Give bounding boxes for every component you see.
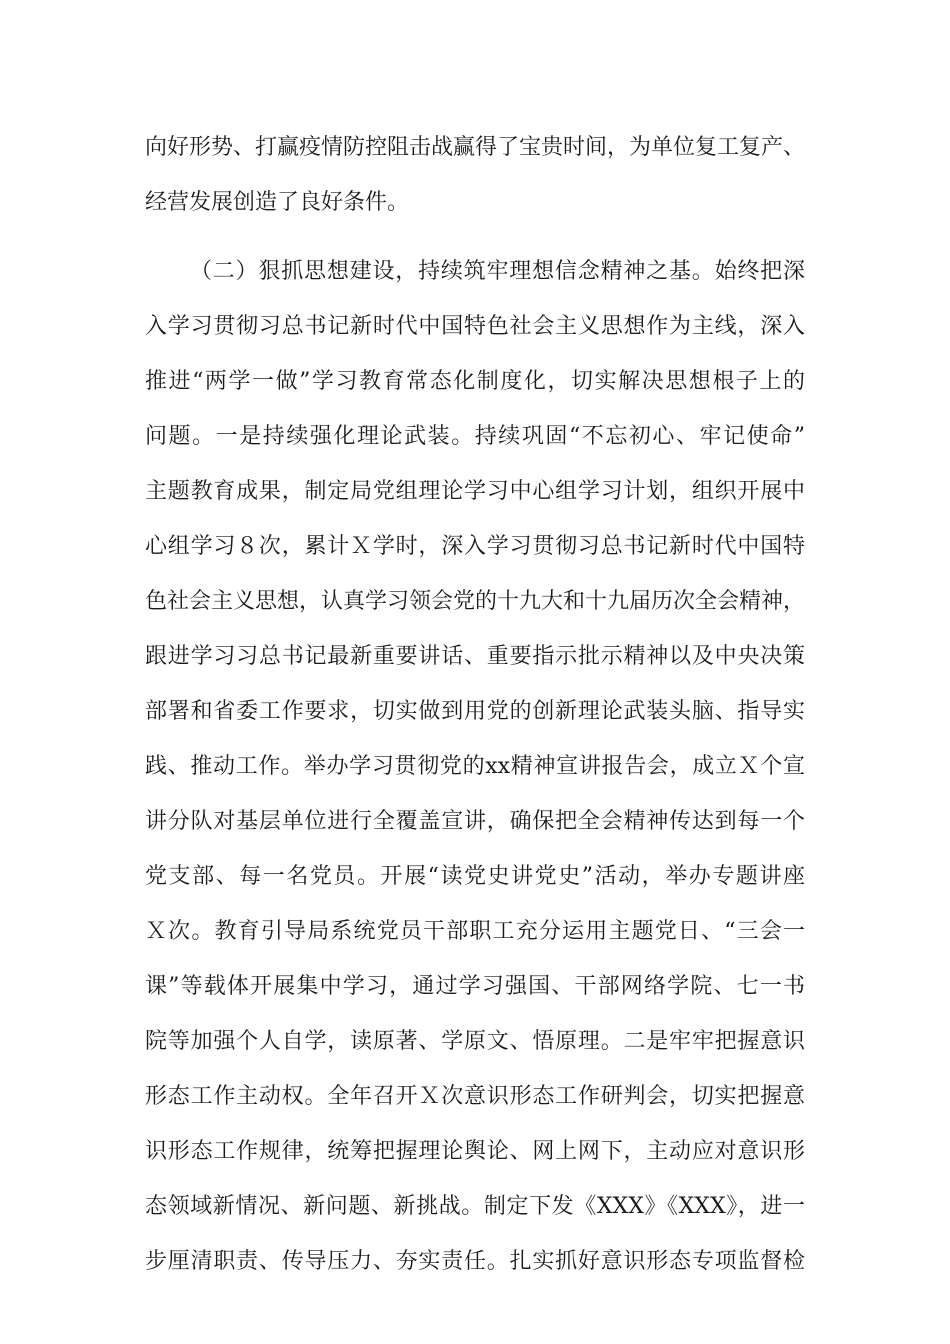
body-text-line: 院等加强个人自学，读原著、学原文、悟原理。二是牢牢把握意识 (145, 1029, 805, 1054)
body-text-line: 步厘清职责、传导压力、夯实责任。扎实抓好意识形态专项监督检 (145, 1249, 805, 1274)
body-text-line: 问题。一是持续强化理论武装。持续巩固“不忘初心、牢记使命” (145, 424, 805, 449)
body-text-line: 践、推动工作。举办学习贯彻党的xx精神宣讲报告会，成立Ｘ个宣 (145, 754, 805, 779)
body-text-line: 态领域新情况、新问题、新挑战。制定下发《XXX》《XXX》，进一 (145, 1194, 805, 1219)
body-text-line: 主题教育成果，制定局党组理论学习中心组学习计划，组织开展中 (145, 479, 805, 504)
body-text-line: 部署和省委工作要求，切实做到用党的创新理论武装头脑、指导实 (145, 699, 805, 724)
body-text-line: 党支部、每一名党员。开展“读党史讲党史”活动，举办专题讲座 (145, 864, 805, 889)
body-text-line: 课”等载体开展集中学习，通过学习强国、干部网络学院、七一书 (145, 974, 805, 999)
body-text-line: 跟进学习习总书记最新重要讲话、重要指示批示精神以及中央决策 (145, 644, 805, 669)
body-text-line: 经营发展创造了良好条件。 (145, 190, 410, 215)
body-text-line: 讲分队对基层单位进行全覆盖宣讲，确保把全会精神传达到每一个 (145, 809, 805, 834)
body-text-line: 心组学习８次，累计Ｘ学时，深入学习贯彻习总书记新时代中国特 (145, 534, 805, 559)
section-heading-line: （二）狠抓思想建设，持续筑牢理想信念精神之基。始终把深 (190, 259, 805, 284)
body-text-line: 色社会主义思想，认真学习领会党的十九大和十九届历次全会精神， (145, 589, 806, 614)
body-text-line: 向好形势、打赢疫情防控阻击战赢得了宝贵时间，为单位复工复产、 (145, 135, 806, 160)
body-text-line: 形态工作主动权。全年召开Ｘ次意识形态工作研判会，切实把握意 (145, 1084, 805, 1109)
body-text-line: 推进“两学一做”学习教育常态化制度化，切实解决思想根子上的 (145, 369, 805, 394)
body-text-line: Ｘ次。教育引导局系统党员干部职工充分运用主题党日、“三会一 (145, 919, 805, 944)
body-text-line: 入学习贯彻习总书记新时代中国特色社会主义思想作为主线，深入 (145, 314, 805, 339)
body-text-line: 识形态工作规律，统筹把握理论舆论、网上网下，主动应对意识形 (145, 1139, 805, 1164)
